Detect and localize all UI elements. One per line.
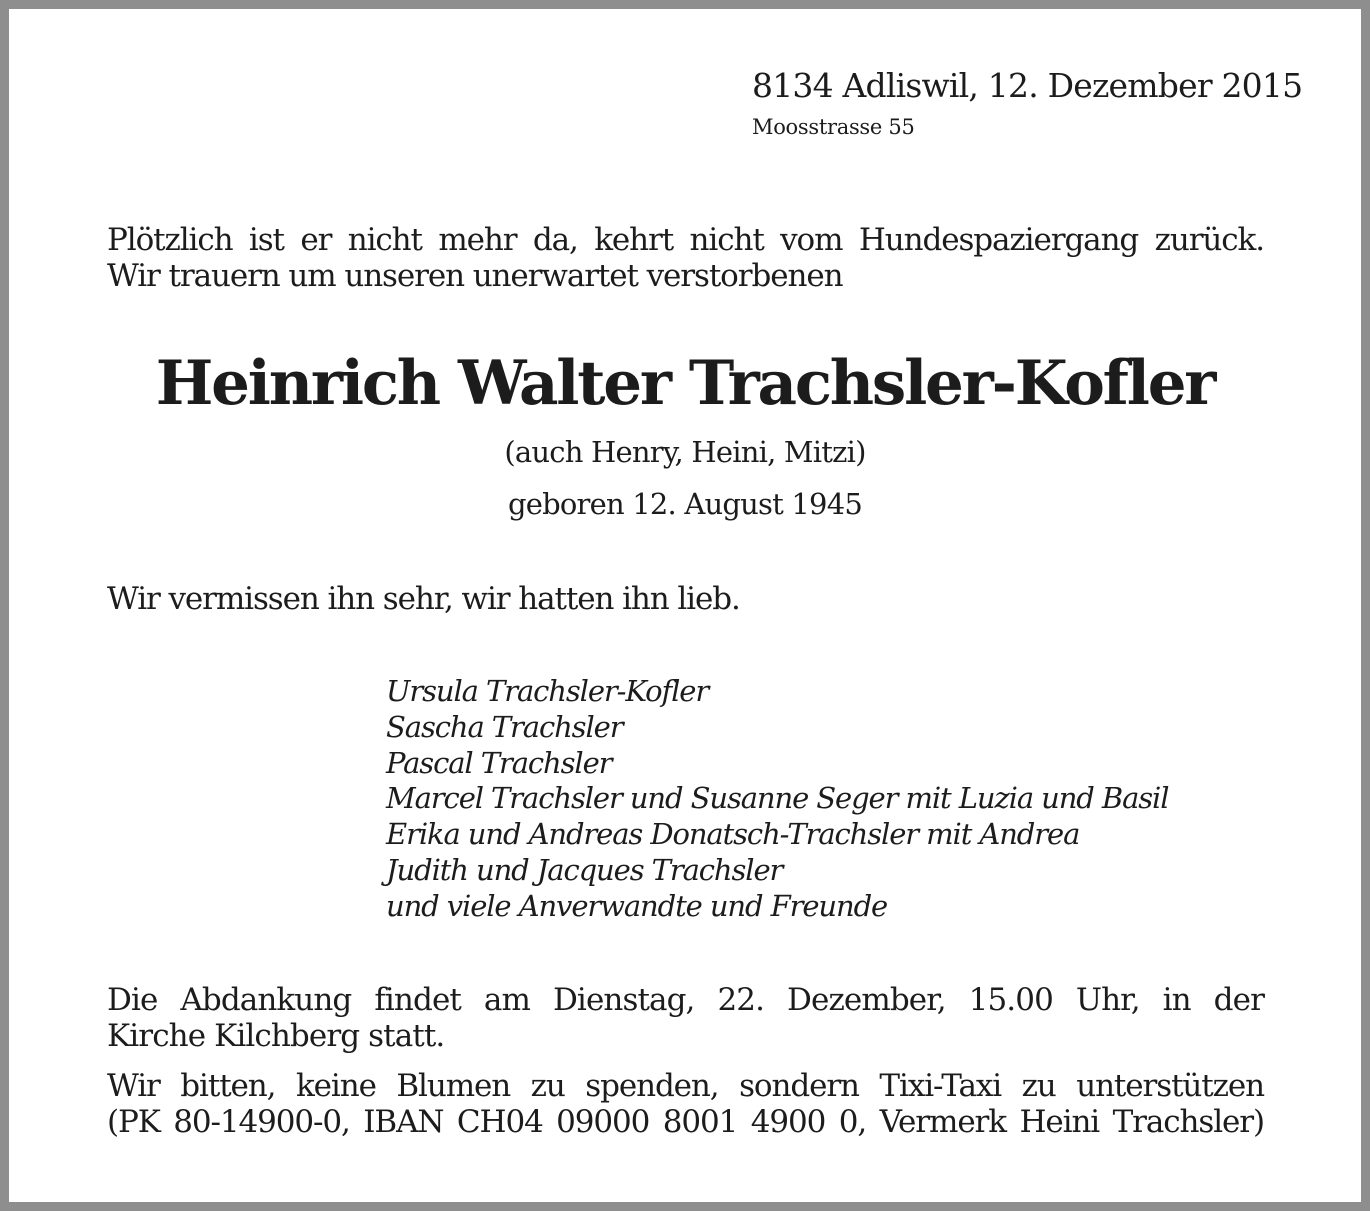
donation-info: [107, 1068, 1264, 1140]
ceremony-info: [107, 982, 1264, 1054]
intro-line-2: Wir trauern um unseren unerwartet verstorbenen: [107, 258, 843, 294]
donation-line-2: (PK 80-14900-0, IBAN CH04 09000 8001 4900 0, Vermerk Heini Trachsler): [107, 1104, 1264, 1140]
message-text: Wir vermissen ihn sehr, wir hatten ihn lieb.: [107, 581, 740, 617]
mourner-name: Judith und Jacques Trachsler: [386, 852, 783, 887]
ceremony-line-2: Kirche Kilchberg statt.: [107, 1018, 445, 1054]
intro-text: [107, 222, 1264, 294]
deceased-name: Heinrich Walter Trachsler-Kofler: [155, 348, 1215, 419]
mourner-name: Ursula Trachsler-Kofler: [386, 674, 709, 708]
mourner-name: und viele Anverwandte und Freunde: [386, 888, 888, 923]
mourner-name: Marcel Trachsler und Susanne Seger mit Luzia und Basil: [386, 781, 1169, 816]
birth-date: geboren 12. August 1945: [507, 487, 863, 521]
mourner-name: Pascal Trachsler: [386, 745, 612, 780]
mourner-name: Sascha Trachsler: [386, 709, 623, 744]
donation-line-1: Wir bitten, keine Blumen zu spenden, sondern Tixi-Taxi zu unterstützen: [107, 1068, 1264, 1104]
mourners-list: [386, 674, 1168, 925]
deceased-aliases: (auch Henry, Heini, Mitzi): [504, 435, 866, 469]
ceremony-line-1: Die Abdankung findet am Dienstag, 22. Dezember, 15.00 Uhr, in der: [107, 982, 1264, 1018]
place-date: 8134 Adliswil, 12. Dezember 2015: [752, 66, 1303, 105]
intro-line-1: Plötzlich ist er nicht mehr da, kehrt nicht vom Hundespaziergang zurück.: [107, 222, 1264, 258]
mourner-name: Erika und Andreas Donatsch-Trachsler mit Andrea: [386, 817, 1080, 852]
street-address: Moosstrasse 55: [752, 115, 915, 139]
